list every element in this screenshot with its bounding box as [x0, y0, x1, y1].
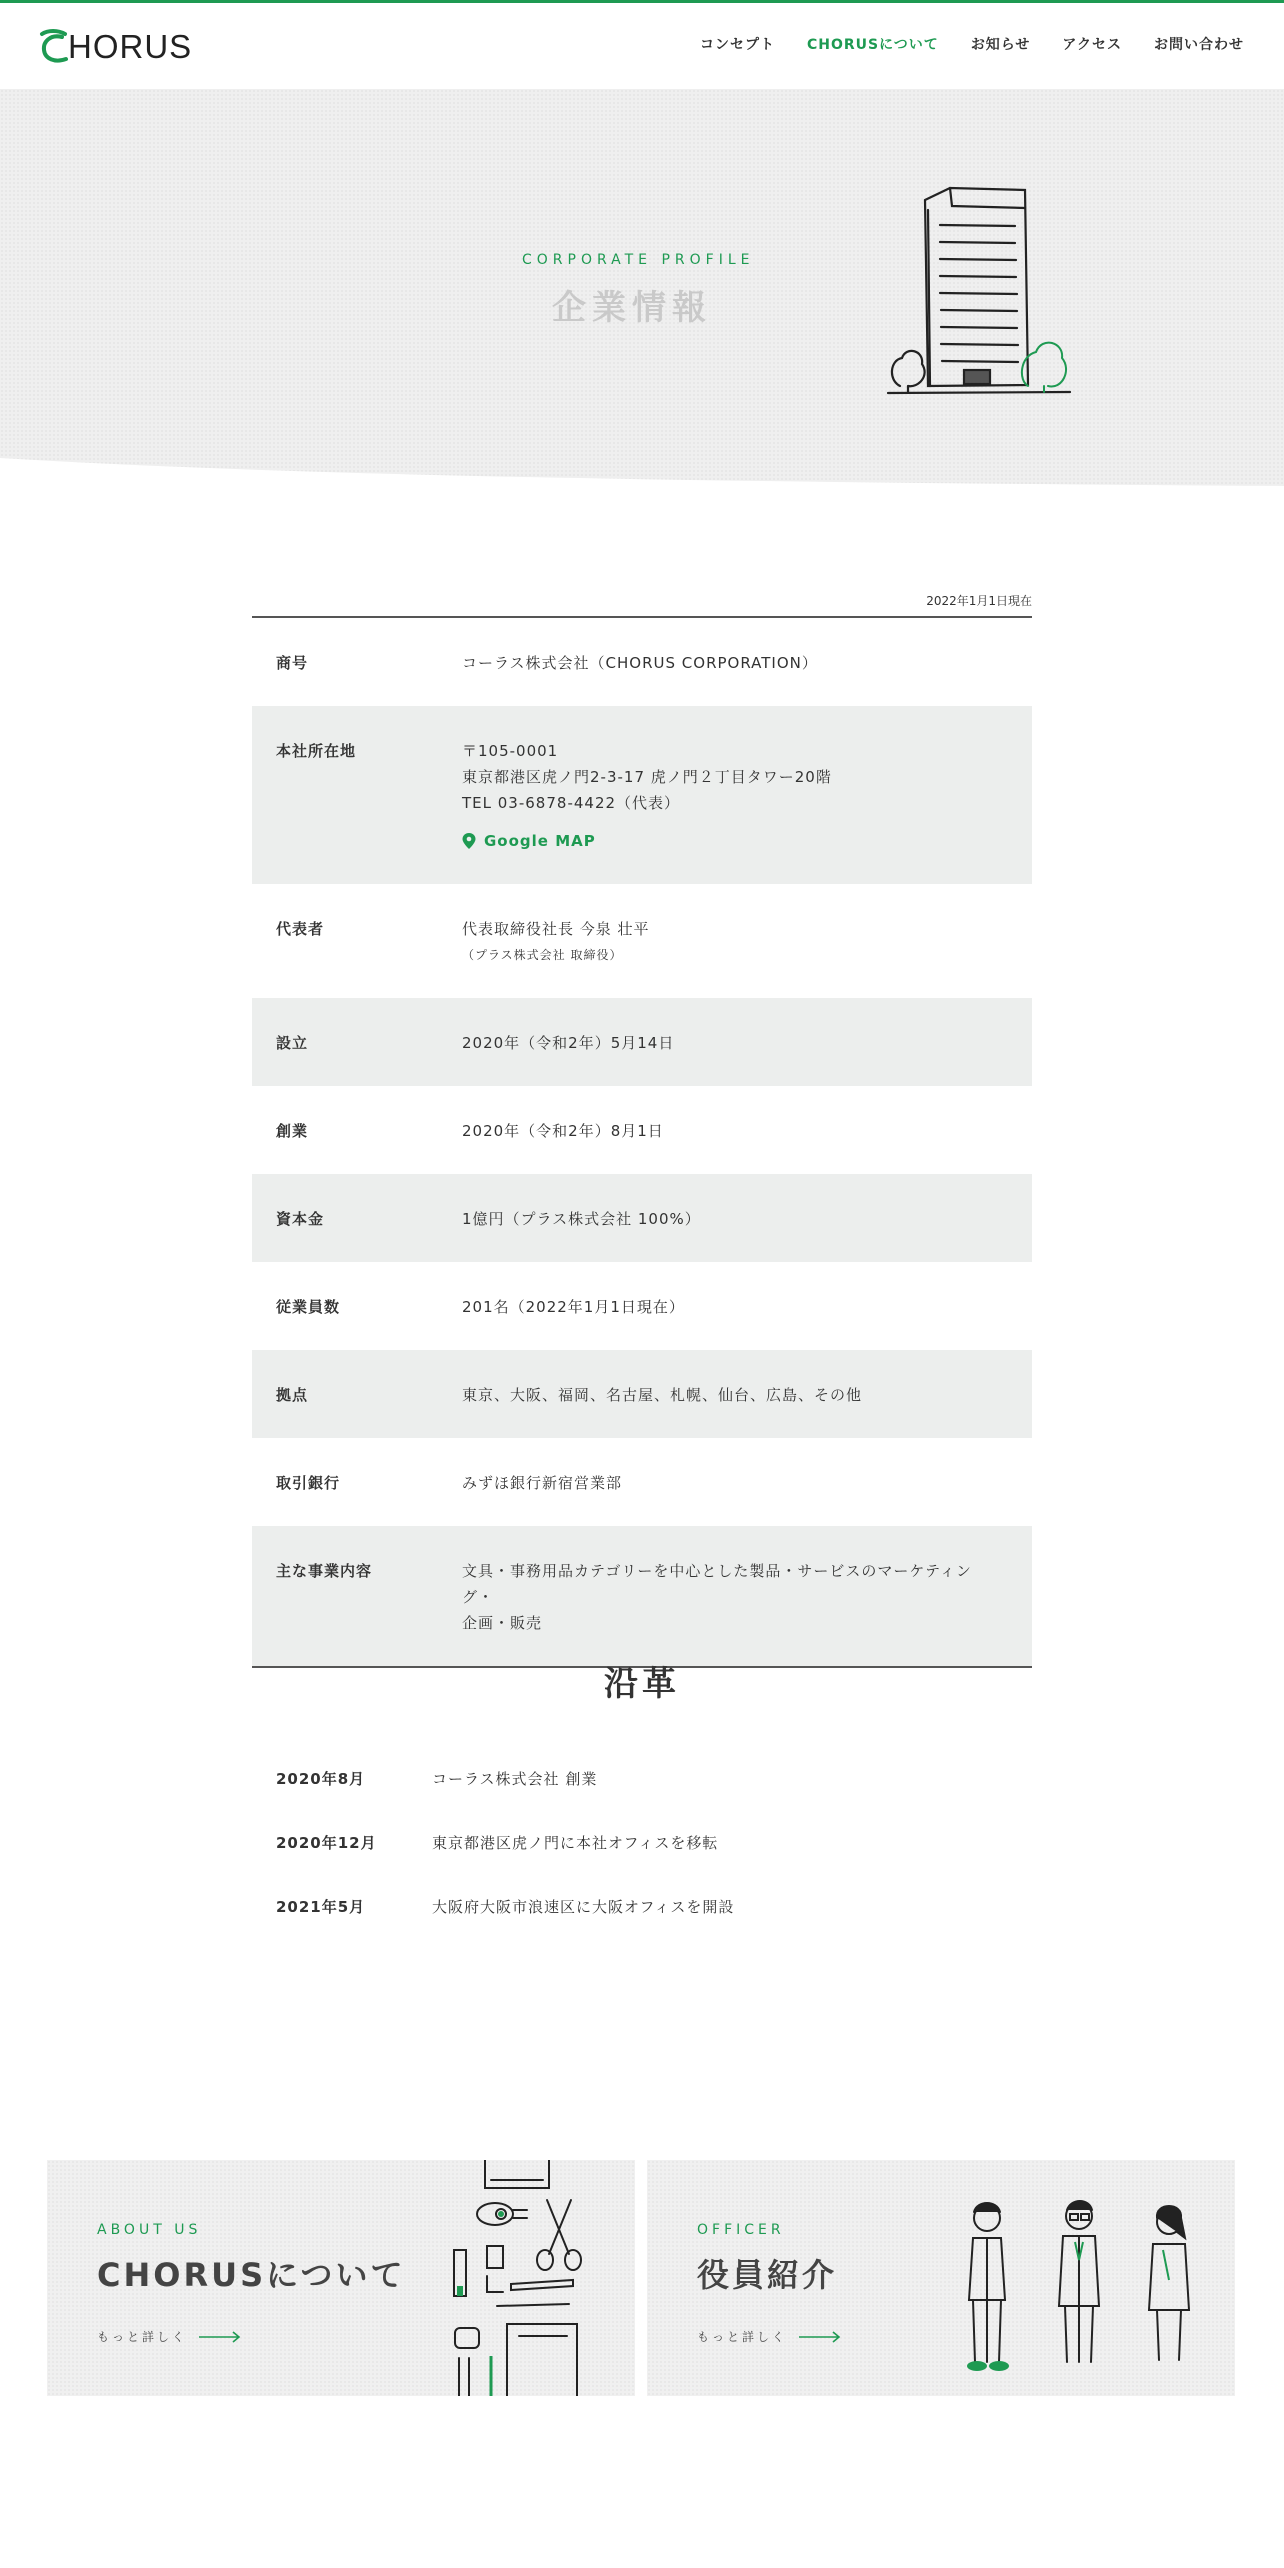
site-logo[interactable] [38, 25, 192, 69]
table-row [252, 998, 1032, 1086]
hero-subtitle: CORPORATE PROFILE [522, 252, 755, 268]
row-value: 201名（2022年1月1日現在） [462, 1298, 685, 1316]
arrow-right-icon [799, 2331, 841, 2343]
row-value: 東京、大阪、福岡、名古屋、札幌、仙台、広島、その他 [462, 1386, 863, 1404]
nav-item-contact[interactable]: お問い合わせ [1154, 37, 1244, 53]
row-label: 主な事業内容 [276, 1562, 373, 1580]
more-link[interactable] [97, 2328, 241, 2345]
representative-note: （プラス株式会社 取締役） [462, 948, 623, 962]
nav-item-about[interactable]: CHORUSについて [806, 37, 939, 53]
history-text: 東京都港区虎ノ門に本社オフィスを移転 [432, 1834, 719, 1852]
history-title: 沿革 [604, 1664, 680, 1704]
row-label: 本社所在地 [276, 742, 357, 760]
row-label: 代表者 [276, 920, 325, 938]
history-date: 2020年8月 [276, 1770, 366, 1788]
row-value: 2020年（令和2年）8月1日 [462, 1122, 664, 1140]
history-item [276, 1768, 1036, 1832]
more-link-label: もっと詳しく [697, 2330, 788, 2344]
history-text: コーラス株式会社 創業 [432, 1770, 598, 1788]
as-of-date: 2022年1月1日現在 [926, 594, 1032, 608]
phone: TEL 03-6878-4422（代表） [462, 794, 681, 812]
google-map-label: Google MAP [484, 832, 596, 850]
history-item [276, 1832, 1036, 1896]
stationery-illustration-icon [447, 2160, 597, 2396]
business-line-1: 文具・事務用品カテゴリーを中心とした製品・サービスのマーケティング・ [462, 1562, 972, 1606]
card-title: 役員紹介 [697, 2256, 838, 2294]
row-value [462, 916, 1032, 968]
row-value [462, 1558, 1032, 1636]
row-label: 拠点 [276, 1386, 309, 1404]
row-value: コーラス株式会社（CHORUS CORPORATION） [462, 654, 818, 672]
officer-card[interactable] [647, 2160, 1235, 2396]
google-map-link[interactable] [462, 828, 1002, 854]
history-item [276, 1896, 1036, 1960]
row-value [462, 738, 1032, 854]
table-row [252, 1086, 1032, 1174]
arrow-right-icon [199, 2331, 241, 2343]
nav-item-access[interactable]: アクセス [1062, 37, 1122, 53]
more-link[interactable] [697, 2328, 841, 2345]
business-line-2: 企画・販売 [462, 1614, 543, 1632]
row-label: 資本金 [276, 1210, 325, 1228]
main-nav [668, 34, 1244, 54]
site-header [0, 3, 1284, 89]
table-row [252, 706, 1032, 884]
history-date: 2021年5月 [276, 1898, 366, 1916]
table-row [252, 884, 1032, 998]
more-link-label: もっと詳しく [97, 2330, 188, 2344]
address: 東京都港区虎ノ門2-3-17 虎ノ門２丁目タワー20階 [462, 768, 832, 786]
row-label: 従業員数 [276, 1298, 341, 1316]
row-value: 2020年（令和2年）5月14日 [462, 1034, 675, 1052]
table-row [252, 1526, 1032, 1666]
nav-item-news[interactable]: お知らせ [970, 37, 1031, 53]
row-label: 取引銀行 [276, 1474, 341, 1492]
hero-wave-divider [0, 440, 1284, 500]
card-subtitle: OFFICER [697, 2222, 785, 2238]
history-date: 2020年12月 [276, 1834, 377, 1852]
history-text: 大阪府大阪市浪速区に大阪オフィスを開設 [432, 1898, 735, 1916]
about-us-card[interactable] [47, 2160, 635, 2396]
nav-item-concept[interactable]: コンセプト [699, 37, 775, 53]
table-row [252, 1174, 1032, 1262]
map-pin-icon [462, 833, 476, 849]
row-value: みずほ銀行新宿営業部 [462, 1474, 623, 1492]
row-value: 1億円（プラス株式会社 100%） [462, 1210, 701, 1228]
representative-name: 代表取締役社長 今泉 壮平 [462, 920, 650, 938]
card-subtitle: ABOUT US [97, 2222, 202, 2238]
table-row [252, 1262, 1032, 1350]
card-title: CHORUSについて [97, 2256, 406, 2294]
officers-illustration-icon [947, 2190, 1217, 2390]
history-list [276, 1768, 1036, 1960]
chorus-logo-mark-icon [38, 28, 72, 66]
building-illustration-icon [880, 180, 1080, 400]
row-label: 創業 [276, 1122, 309, 1140]
row-label: 設立 [276, 1034, 309, 1052]
table-row [252, 1350, 1032, 1438]
company-profile-table [252, 616, 1032, 1668]
logo-text: HORUS [68, 28, 193, 65]
postal-code: 〒105-0001 [462, 742, 559, 760]
table-row [252, 1438, 1032, 1526]
table-row [252, 618, 1032, 706]
page-title: 企業情報 [552, 288, 712, 328]
row-label: 商号 [276, 654, 309, 672]
